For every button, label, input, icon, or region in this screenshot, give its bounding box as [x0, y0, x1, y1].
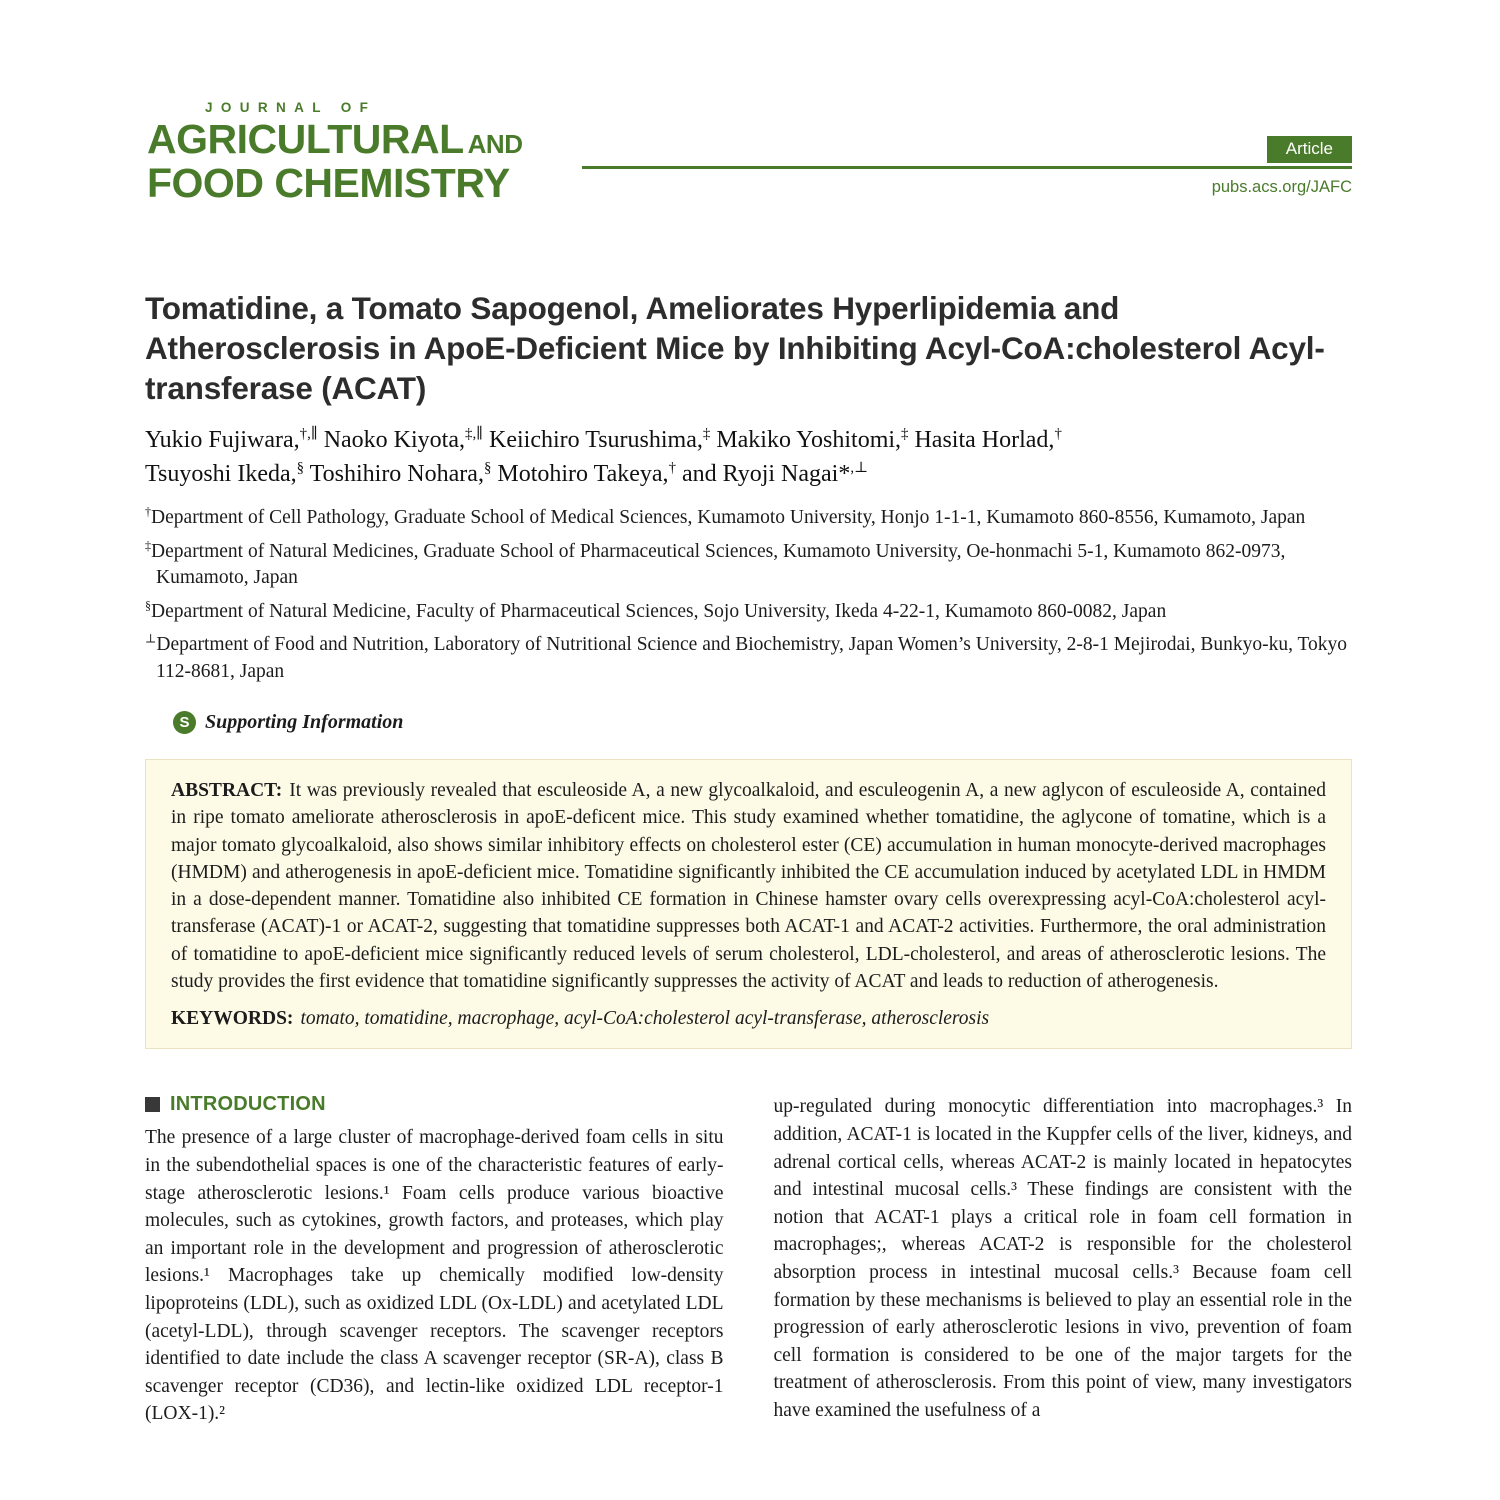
- affiliation-item: †Department of Cell Pathology, Graduate School of Medical Sciences, Kumamoto University, Honjo 1-1-1, Kumamoto 860-8556, Kumamoto, Japan: [145, 504, 1306, 528]
- author-name: Makiko Yoshitomi,: [716, 427, 902, 453]
- journal-logo-line3: FOOD CHEMISTRY: [147, 160, 510, 207]
- introduction-heading: [145, 1093, 724, 1116]
- introduction-heading-label: INTRODUCTION: [170, 1093, 326, 1116]
- author-affiliation-mark: ‡: [702, 426, 711, 442]
- affiliation-item: §Department of Natural Medicine, Faculty of Pharmaceutical Sciences, Sojo University, Ikeda 4-22-1, Kumamoto 860-0082, Japan: [145, 598, 1167, 622]
- journal-url-link[interactable]: pubs.acs.org/JAFC: [1211, 178, 1352, 196]
- section-square-icon: [145, 1097, 160, 1112]
- author-name: Motohiro Takeya,: [497, 461, 669, 487]
- affiliation-item: ‡Department of Natural Medicines, Graduate School of Pharmaceutical Sciences, Kumamoto University, Oe-honmachi 5-1, Kumamoto 862-0973, Kumamoto, Japan: [145, 538, 1286, 588]
- header-rule: [582, 166, 1352, 169]
- intro-paragraph: The presence of a large cluster of macrophage-derived foam cells in situ in the subendothelial spaces is one of the characteristic features of early-stage atherosclerotic lesions.¹ Foam cells produce various bioactive molecules, such as cytokines, growth factors, and proteases, which play an important role in the development and progression of atherosclerotic lesions.¹ Macrophages take up chemically modified low-density lipoproteins (LDL), such as oxidized LDL (Ox-LDL) and acetylated LDL (acetyl-LDL), through scavenger receptors. The scavenger receptors identified to date include the class A scavenger receptor (SR-A), class B scavenger receptor (CD36), and lectin-like oxidized LDL receptor-1 (LOX-1).²: [145, 1127, 724, 1425]
- keywords-label: KEYWORDS:: [171, 1008, 294, 1030]
- author-affiliation-mark: †,∥: [299, 426, 318, 442]
- journal-logo-line2: [147, 117, 522, 161]
- author-name: Tsuyoshi Ikeda,: [145, 461, 297, 487]
- author-affiliation-mark: †: [668, 460, 676, 476]
- affiliation-item: ⊥Department of Food and Nutrition, Laboratory of Nutritional Science and Biochemistry, Japan Women’s University, 2-8-1 Mejirodai, Bunkyo-ku, Tokyo 112-8681, Japan: [145, 631, 1348, 682]
- author-name: and Ryoji Nagai*: [682, 461, 851, 487]
- author-affiliation-mark: ‡,∥: [465, 426, 484, 442]
- journal-logo-and: AND: [467, 129, 523, 159]
- journal-header: [145, 100, 1352, 214]
- author-name: Naoko Kiyota,: [323, 427, 465, 453]
- author-name: Toshihiro Nohara,: [309, 461, 484, 487]
- affiliation-mark: §: [145, 598, 152, 612]
- keywords-line: [171, 1008, 1326, 1030]
- supporting-info-icon: S: [173, 711, 196, 734]
- paper-title: Tomatidine, a Tomato Sapogenol, Ameliorates Hyperlipidemia and Atherosclerosis in ApoE-Deficient Mice by Inhibiting Acyl-CoA:cholesterol Acyl-transferase (ACAT): [145, 290, 1325, 406]
- author-line: [145, 423, 1352, 457]
- journal-logo-kicker: JOURNAL OF: [205, 100, 377, 115]
- supporting-info-label[interactable]: Supporting Information: [205, 711, 404, 733]
- right-column: [774, 1093, 1353, 1428]
- supporting-info: [173, 711, 1352, 734]
- left-column: [145, 1093, 724, 1428]
- keywords-text: tomato, tomatidine, macrophage, acyl-CoA:cholesterol acyl-transferase, atherosclerosis: [300, 1008, 990, 1030]
- journal-logo-agricultural: AGRICULTURAL: [147, 116, 464, 162]
- author-affiliation-mark: §: [296, 460, 305, 476]
- affiliation-mark: †: [145, 504, 152, 519]
- author-name: Yukio Fujiwara,: [145, 427, 300, 453]
- abstract-text: It was previously revealed that esculeoside A, a new glycoalkaloid, and esculeogenin A, a new aglycon of esculeoside A, contained in ripe tomato ameliorate atherosclerosis in apoE-deficent mice. This study examined whether tomatidine, the aglycone of tomatine, which is a major tomato glycoalkaloid, also shows similar inhibitory effects on cholesterol ester (CE) accumulation in human monocyte-derived macrophages (HMDM) and atherogenesis in apoE-deficient mice. Tomatidine significantly inhibited the CE accumulation induced by acetylated LDL in HMDM in a dose-dependent manner. Tomatidine also inhibited CE formation in Chinese hamster ovary cells overexpressing acyl-CoA:cholesterol acyl-transferase (ACAT)-1 or ACAT-2, suggesting that tomatidine suppresses both ACAT-1 and ACAT-2 activities. Furthermore, the oral administration of tomatidine to apoE-deficient mice significantly reduced levels of serum cholesterol, LDL-cholesterol, and areas of atherosclerotic lesions. The study provides the first evidence that tomatidine significantly suppresses the activity of ACAT and leads to reduction of atherogenesis.: [171, 780, 1326, 993]
- affiliation-list: [145, 505, 1352, 685]
- author-name: Keiichiro Tsurushima,: [489, 427, 703, 453]
- author-affiliation-mark: ,⊥: [850, 460, 869, 476]
- abstract-paragraph: [171, 777, 1326, 995]
- author-list: [145, 423, 1352, 491]
- journal-logo: [147, 100, 522, 206]
- right-column-paragraph: up-regulated during monocytic differentiation into macrophages.³ In addition, ACAT-1 is located in the Kuppfer cells of the liver, kidneys, and adrenal cortical cells, whereas ACAT-2 is mainly located in hepatocytes and intestinal mucosal cells.³ These findings are consistent with the notion that ACAT-1 plays a critical role in foam cell formation in macrophages;, whereas ACAT-2 is responsible for the cholesterol absorption process in intestinal mucosal cells.³ Because foam cell formation by these mechanisms is believed to play an essential role in the progression of early atherosclerotic lesions in vivo, prevention of foam cell formation is considered to be one of the major targets for the treatment of atherosclerosis. From this point of view, many investigators have examined the usefulness of a: [773, 1096, 1352, 1421]
- abstract-box: [145, 759, 1352, 1049]
- author-affiliation-mark: §: [483, 460, 492, 476]
- author-affiliation-mark: ‡: [901, 426, 909, 442]
- article-type-badge: Article: [1267, 136, 1352, 163]
- author-name: Hasita Horlad,: [914, 427, 1055, 453]
- author-affiliation-mark: †: [1054, 426, 1062, 442]
- author-line: [145, 457, 1352, 491]
- body-columns: [145, 1093, 1352, 1428]
- abstract-label: ABSTRACT:: [171, 780, 283, 801]
- affiliation-mark: ⊥: [145, 631, 157, 646]
- affiliation-mark: ‡: [145, 538, 152, 552]
